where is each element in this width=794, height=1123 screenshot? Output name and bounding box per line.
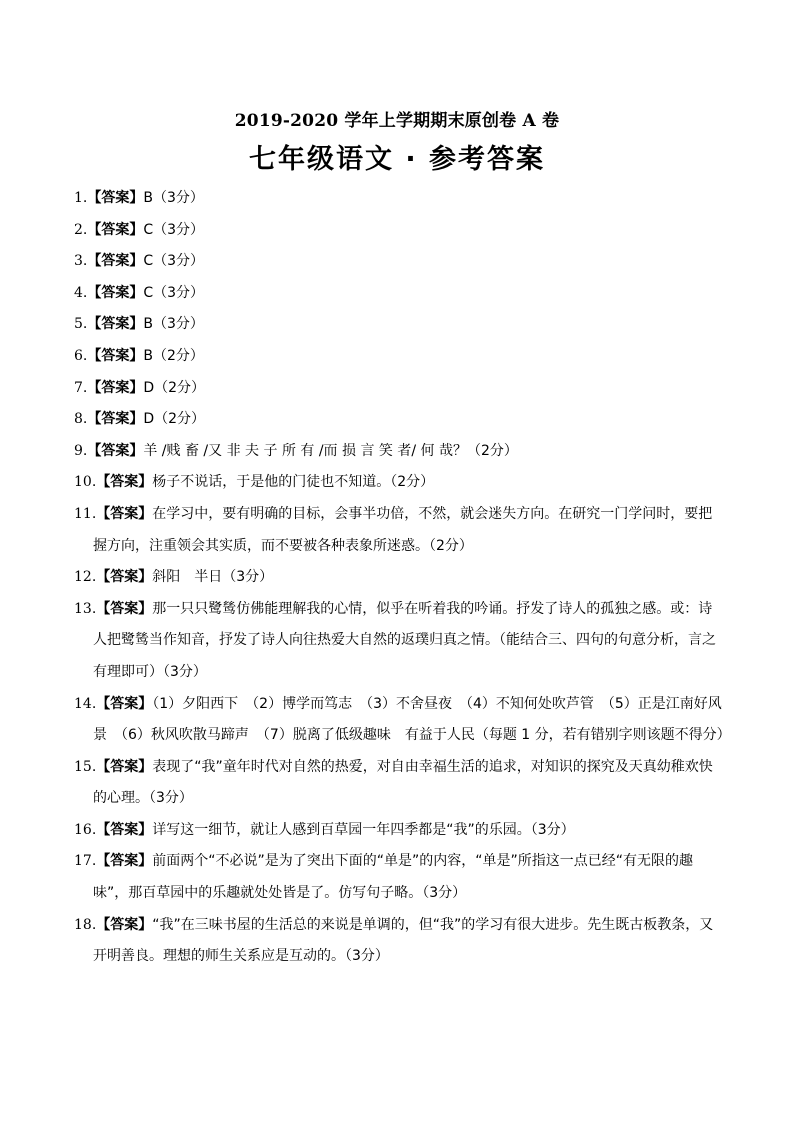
item-number: 7. [74,379,88,396]
answer-item-12 [74,562,726,594]
answer-tag: 【答案】 [96,505,153,522]
answer-item-15 [74,752,726,815]
answer-text: C（3分） [143,284,205,301]
answer-tag: 【答案】 [87,284,144,301]
answer-tag: 【答案】 [87,190,144,206]
answer-text: B（2分） [143,347,204,364]
answer-tag: 【答案】 [87,379,144,396]
answer-text: B（3分） [143,316,204,333]
item-number: 10. [74,474,97,491]
answer-item-9 [74,436,726,468]
answer-tag: 【答案】 [96,474,153,491]
answer-tag: 【答案】 [87,347,144,364]
answer-text: 羊 /贱 畜 /又 非 夫 子 所 有 /而 损 言 笑 者/ 何 哉？（2分） [143,442,518,459]
answer-text: 杨子不说话，于是他的门徒也不知道。（2分） [152,474,435,491]
item-number: 17. [74,853,97,870]
answer-text: 前面两个“不必说”是为了突出下面的“单是”的内容，“单是”所指这一点已经“有无限的趣味”，那百草园中的乐趣就处处皆是了。仿写句子略。（3分） [93,853,694,902]
answer-text: （1）夕阳西下 （2）博学而笃志 （3）不舍昼夜 （4）不知何处吹芦管 （5）正是江南好风景 （6）秋风吹散马蹄声 （7）脱离了低级趣味 有益于人民（每题 1 分，若有错别字则该题不得分） [93,695,731,744]
answer-tag: 【答案】 [87,253,144,270]
answer-text: C（3分） [143,253,205,270]
item-number: 8. [74,411,88,428]
answer-item-18 [74,910,726,973]
item-number: 9. [74,442,88,459]
answer-item-1 [74,183,726,215]
answer-text: 详写这一细节，就让人感到百草园一年四季都是“我”的乐园。（3分） [152,821,575,838]
answer-tag: 【答案】 [96,600,153,617]
answer-tag: 【答案】 [96,916,153,933]
item-number: 18. [74,916,97,933]
answer-item-10 [74,467,726,499]
answer-item-7 [74,373,726,405]
item-number: 14. [74,695,97,712]
item-number: 1. [74,190,88,206]
answer-text: D（2分） [143,379,206,396]
answer-item-8 [74,404,726,436]
answer-text: D（2分） [143,411,206,428]
answer-tag: 【答案】 [87,221,144,238]
item-number: 15. [74,758,97,775]
answer-text: “我”在三味书屋的生活总的来说是单调的，但“我”的学习有很大进步。先生既古板教条，又开明善良。理想的师生关系应是互动的。（3分） [93,916,714,965]
item-number: 4. [74,284,88,301]
answer-text: 斜阳 半日（3分） [152,569,274,586]
answer-tag: 【答案】 [96,758,153,775]
item-number: 3. [74,253,88,270]
answer-item-2 [74,215,726,247]
answer-item-4 [74,278,726,310]
exam-subtitle: 2019-2020 学年上学期期末原创卷 A 卷 [234,111,560,131]
item-number: 6. [74,347,88,364]
answer-text: C（3分） [143,221,205,238]
answer-item-3 [74,246,726,278]
answer-tag: 【答案】 [87,411,144,428]
answer-item-11 [74,499,726,562]
item-number: 5. [74,316,88,333]
answer-text: B（3分） [143,190,204,206]
item-number: 2. [74,221,88,238]
item-number: 13. [74,600,97,617]
page-title: 七年级语文 · 参考答案 [248,144,546,175]
answer-item-14 [74,689,731,752]
answer-text: 表现了“我”童年时代对自然的热爱，对自由幸福生活的追求，对知识的探究及天真幼稚欢快的心理。（3分） [93,758,713,807]
answer-tag: 【答案】 [87,316,144,333]
answer-item-16 [74,815,726,847]
answer-tag: 【答案】 [96,821,153,838]
answer-text: 在学习中，要有明确的目标，会事半功倍，不然，就会迷失方向。在研究一门学问时，要把握方向，注重领会其实质，而不要被各种表象所迷惑。（2分） [93,505,713,554]
answer-text: 那一只只鹭鸶仿佛能理解我的心情，似乎在听着我的吟诵。抒发了诗人的孤独之感。或：诗人把鹭鸶当作知音，抒发了诗人向往热爱大自然的返璞归真之情。（能结合三、四句的句意分析，言之有理即可）（3分） [93,600,716,680]
answer-item-5 [74,309,726,341]
answer-tag: 【答案】 [96,569,153,586]
item-number: 16. [74,821,97,838]
answer-tag: 【答案】 [96,853,153,870]
answer-tag: 【答案】 [96,695,153,712]
answer-item-17 [74,846,726,909]
answer-item-6 [74,341,726,373]
item-number: 12. [74,569,97,586]
answer-list [74,183,731,973]
answer-tag: 【答案】 [87,442,144,459]
item-number: 11. [74,505,97,522]
answer-item-13 [74,594,726,689]
